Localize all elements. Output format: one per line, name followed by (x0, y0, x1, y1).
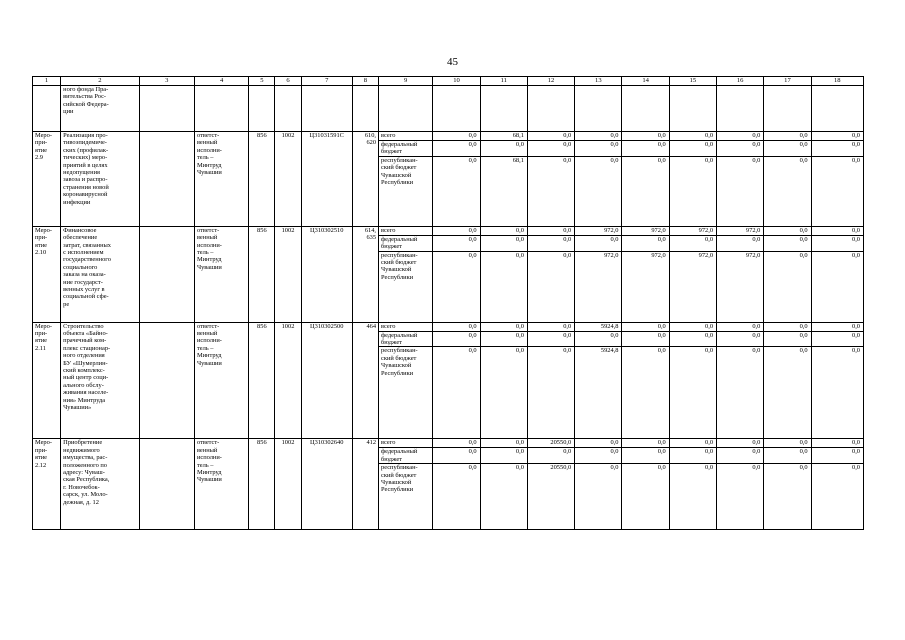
empty-cell (764, 86, 811, 132)
value-cell: 0,0 (764, 464, 811, 530)
value-cell: 0,0 (717, 439, 764, 448)
value-cell: 0,0 (527, 322, 574, 331)
value-cell: 0,0 (764, 132, 811, 141)
value-cell: 0,0 (764, 141, 811, 157)
column-number-cell: 13 (575, 77, 622, 86)
value-cell: 0,0 (717, 464, 764, 530)
value-cell: 0,0 (717, 331, 764, 347)
participant-cell (139, 132, 194, 227)
value-cell: 0,0 (669, 132, 716, 141)
empty-cell (811, 86, 863, 132)
column-number-cell: 15 (669, 77, 716, 86)
value-cell: 0,0 (717, 347, 764, 439)
value-cell: 0,0 (669, 322, 716, 331)
value-cell: 0,0 (811, 331, 863, 347)
value-cell: 0,0 (622, 132, 669, 141)
empty-cell (717, 86, 764, 132)
table-row (33, 132, 864, 141)
code-target-cell: Ц310302510 (301, 226, 352, 322)
value-cell: 0,0 (433, 347, 480, 439)
value-cell: 972,0 (575, 226, 622, 235)
value-cell: 972,0 (622, 226, 669, 235)
column-number-cell: 5 (249, 77, 275, 86)
value-cell: 0,0 (764, 156, 811, 226)
value-cell: 0,0 (669, 156, 716, 226)
value-cell: 0,0 (717, 322, 764, 331)
column-number-cell: 1 (33, 77, 61, 86)
value-cell: 0,0 (480, 226, 527, 235)
value-cell: 0,0 (575, 235, 622, 251)
empty-cell (379, 86, 433, 132)
empty-cell (669, 86, 716, 132)
value-cell: 0,0 (575, 141, 622, 157)
value-cell: 0,0 (575, 464, 622, 530)
financing-table (32, 76, 864, 530)
value-cell: 972,0 (669, 226, 716, 235)
column-number-row (33, 77, 864, 86)
value-cell: 0,0 (764, 439, 811, 448)
value-cell: 0,0 (717, 141, 764, 157)
value-cell: 0,0 (575, 448, 622, 464)
value-cell: 0,0 (717, 132, 764, 141)
value-cell: 0,0 (527, 448, 574, 464)
code-grbs-cell: 856 (249, 132, 275, 227)
value-cell: 0,0 (527, 331, 574, 347)
column-number-cell: 8 (352, 77, 378, 86)
empty-cell (249, 86, 275, 132)
value-cell: 0,0 (811, 439, 863, 448)
activity-label-cell: Меро- при- ятие 2.9 (33, 132, 61, 227)
value-cell: 0,0 (480, 331, 527, 347)
code-section-cell: 1002 (275, 132, 301, 227)
value-cell: 0,0 (811, 251, 863, 322)
value-cell: 0,0 (575, 132, 622, 141)
value-cell: 0,0 (480, 141, 527, 157)
funding-source-cell: федеральный бюджет (379, 448, 433, 464)
participant-cell (139, 439, 194, 530)
value-cell: 0,0 (669, 141, 716, 157)
value-cell: 68,1 (480, 132, 527, 141)
column-number-cell: 16 (717, 77, 764, 86)
value-cell: 20550,0 (527, 464, 574, 530)
value-cell: 0,0 (480, 347, 527, 439)
value-cell: 0,0 (622, 439, 669, 448)
value-cell: 0,0 (433, 322, 480, 331)
value-cell: 0,0 (433, 235, 480, 251)
empty-cell (433, 86, 480, 132)
value-cell: 0,0 (717, 156, 764, 226)
value-cell: 972,0 (717, 226, 764, 235)
code-target-cell: Ц310302640 (301, 439, 352, 530)
code-section-cell: 1002 (275, 322, 301, 439)
empty-cell (622, 86, 669, 132)
value-cell: 0,0 (622, 156, 669, 226)
value-cell: 0,0 (669, 448, 716, 464)
empty-cell (352, 86, 378, 132)
code-expense-cell: 464 (352, 322, 378, 439)
column-number-cell: 14 (622, 77, 669, 86)
value-cell: 0,0 (811, 132, 863, 141)
code-grbs-cell: 856 (249, 322, 275, 439)
funding-source-cell: всего (379, 322, 433, 331)
funding-source-cell: всего (379, 226, 433, 235)
value-cell: 0,0 (764, 322, 811, 331)
funding-source-cell: республикан- ский бюджет Чувашской Республики (379, 156, 433, 226)
value-cell: 0,0 (622, 331, 669, 347)
empty-cell (33, 86, 61, 132)
value-cell: 0,0 (527, 235, 574, 251)
value-cell: 0,0 (433, 251, 480, 322)
value-cell: 0,0 (575, 439, 622, 448)
value-cell: 0,0 (433, 156, 480, 226)
activity-label-cell: Меро- при- ятие 2.12 (33, 439, 61, 530)
value-cell: 0,0 (669, 439, 716, 448)
activity-label-cell: Меро- при- ятие 2.11 (33, 322, 61, 439)
value-cell: 0,0 (527, 141, 574, 157)
value-cell: 0,0 (480, 251, 527, 322)
value-cell: 0,0 (433, 226, 480, 235)
empty-cell (480, 86, 527, 132)
code-expense-cell: 610, 620 (352, 132, 378, 227)
executor-cell: ответст- венный исполни- тель – Минтруд Чувашии (194, 322, 248, 439)
column-number-cell: 4 (194, 77, 248, 86)
funding-source-cell: республикан- ский бюджет Чувашской Республики (379, 251, 433, 322)
value-cell: 0,0 (669, 347, 716, 439)
value-cell: 0,0 (527, 251, 574, 322)
activity-name-cell: Финансовое обеспечение затрат, связанных с исполнением государственного социального заказа на оказа- ние государст- венных услуг в социальной сфе- ре (61, 226, 139, 322)
column-number-cell: 12 (527, 77, 574, 86)
value-cell: 0,0 (480, 448, 527, 464)
table-row (33, 322, 864, 331)
table-row (33, 226, 864, 235)
value-cell: 0,0 (811, 156, 863, 226)
value-cell: 0,0 (764, 226, 811, 235)
value-cell: 0,0 (622, 464, 669, 530)
empty-cell (194, 86, 248, 132)
value-cell: 0,0 (433, 141, 480, 157)
code-target-cell: Ц31031591С (301, 132, 352, 227)
value-cell: 0,0 (527, 156, 574, 226)
value-cell: 5924,8 (575, 322, 622, 331)
funding-source-cell: всего (379, 132, 433, 141)
column-number-cell: 6 (275, 77, 301, 86)
value-cell: 972,0 (717, 251, 764, 322)
activity-label-cell: Меро- при- ятие 2.10 (33, 226, 61, 322)
value-cell: 0,0 (527, 132, 574, 141)
code-expense-cell: 614, 635 (352, 226, 378, 322)
participant-cell (139, 322, 194, 439)
value-cell: 0,0 (717, 448, 764, 464)
value-cell: 0,0 (622, 141, 669, 157)
funding-source-cell: республикан- ский бюджет Чувашской Республики (379, 347, 433, 439)
value-cell: 0,0 (669, 235, 716, 251)
code-section-cell: 1002 (275, 439, 301, 530)
value-cell: 0,0 (669, 464, 716, 530)
value-cell: 0,0 (811, 141, 863, 157)
value-cell: 5924,8 (575, 347, 622, 439)
value-cell: 0,0 (622, 322, 669, 331)
value-cell: 0,0 (433, 132, 480, 141)
value-cell: 0,0 (811, 448, 863, 464)
value-cell: 0,0 (433, 448, 480, 464)
empty-cell (139, 86, 194, 132)
column-number-cell: 17 (764, 77, 811, 86)
value-cell: 0,0 (480, 322, 527, 331)
value-cell: 0,0 (527, 347, 574, 439)
value-cell: 0,0 (480, 235, 527, 251)
empty-cell (275, 86, 301, 132)
value-cell: 972,0 (622, 251, 669, 322)
value-cell: 0,0 (764, 448, 811, 464)
value-cell: 0,0 (575, 331, 622, 347)
code-target-cell: Ц310302500 (301, 322, 352, 439)
activity-name-cell: Приобретение недвижимого имущества, рас- положенного по адресу: Чуваш- ская Республика, г. Новочебок- сарск, ул. Моло- дежная, д. 12 (61, 439, 139, 530)
code-grbs-cell: 856 (249, 439, 275, 530)
value-cell: 0,0 (622, 448, 669, 464)
value-cell: 0,0 (575, 156, 622, 226)
value-cell: 0,0 (811, 235, 863, 251)
value-cell: 0,0 (811, 226, 863, 235)
column-number-cell: 11 (480, 77, 527, 86)
value-cell: 0,0 (622, 347, 669, 439)
value-cell: 0,0 (811, 347, 863, 439)
empty-cell (527, 86, 574, 132)
empty-cell (575, 86, 622, 132)
funding-source-cell: федеральный бюджет (379, 235, 433, 251)
column-number-cell: 7 (301, 77, 352, 86)
value-cell: 0,0 (811, 322, 863, 331)
value-cell: 0,0 (622, 235, 669, 251)
funding-source-cell: республикан- ский бюджет Чувашской Республики (379, 464, 433, 530)
value-cell: 0,0 (717, 235, 764, 251)
value-cell: 0,0 (433, 439, 480, 448)
activity-name-cell: ного фонда Пра- вительства Рос- сийской Федера- ции (61, 86, 139, 132)
activity-name-cell: Реализация про- тивоэпидемиче- ских (профилак- тических) меро- приятий в целях недопущения завоза и распро- странения новой коронавирусной инфекции (61, 132, 139, 227)
empty-cell (301, 86, 352, 132)
code-expense-cell: 412 (352, 439, 378, 530)
column-number-cell: 2 (61, 77, 139, 86)
executor-cell: ответст- венный исполни- тель – Минтруд Чувашии (194, 439, 248, 530)
value-cell: 0,0 (480, 464, 527, 530)
value-cell: 0,0 (480, 439, 527, 448)
column-number-cell: 18 (811, 77, 863, 86)
activity-name-cell: Строительство объекта «Байно- прачечный ком- плекс стационар- ного отделения БУ «Шумерлин- ский комплекс- ный центр соци- ального обслу- живания населе- ния» Минтруда Чувашии» (61, 322, 139, 439)
value-cell: 20550,0 (527, 439, 574, 448)
funding-source-cell: федеральный бюджет (379, 331, 433, 347)
page-number: 45 (447, 56, 458, 68)
column-number-cell: 9 (379, 77, 433, 86)
executor-cell: ответст- венный исполни- тель – Минтруд Чувашии (194, 226, 248, 322)
value-cell: 0,0 (764, 235, 811, 251)
participant-cell (139, 226, 194, 322)
value-cell: 0,0 (764, 251, 811, 322)
value-cell: 972,0 (669, 251, 716, 322)
value-cell: 972,0 (575, 251, 622, 322)
column-number-cell: 10 (433, 77, 480, 86)
value-cell: 0,0 (764, 331, 811, 347)
value-cell: 68,1 (480, 156, 527, 226)
column-number-cell: 3 (139, 77, 194, 86)
value-cell: 0,0 (669, 331, 716, 347)
executor-cell: ответст- венный исполни- тель – Минтруд Чувашии (194, 132, 248, 227)
funding-source-cell: всего (379, 439, 433, 448)
value-cell: 0,0 (433, 331, 480, 347)
code-grbs-cell: 856 (249, 226, 275, 322)
value-cell: 0,0 (764, 347, 811, 439)
funding-source-cell: федеральный бюджет (379, 141, 433, 157)
value-cell: 0,0 (433, 464, 480, 530)
value-cell: 0,0 (527, 226, 574, 235)
table-row (33, 439, 864, 448)
code-section-cell: 1002 (275, 226, 301, 322)
value-cell: 0,0 (811, 464, 863, 530)
continuation-row (33, 86, 864, 132)
